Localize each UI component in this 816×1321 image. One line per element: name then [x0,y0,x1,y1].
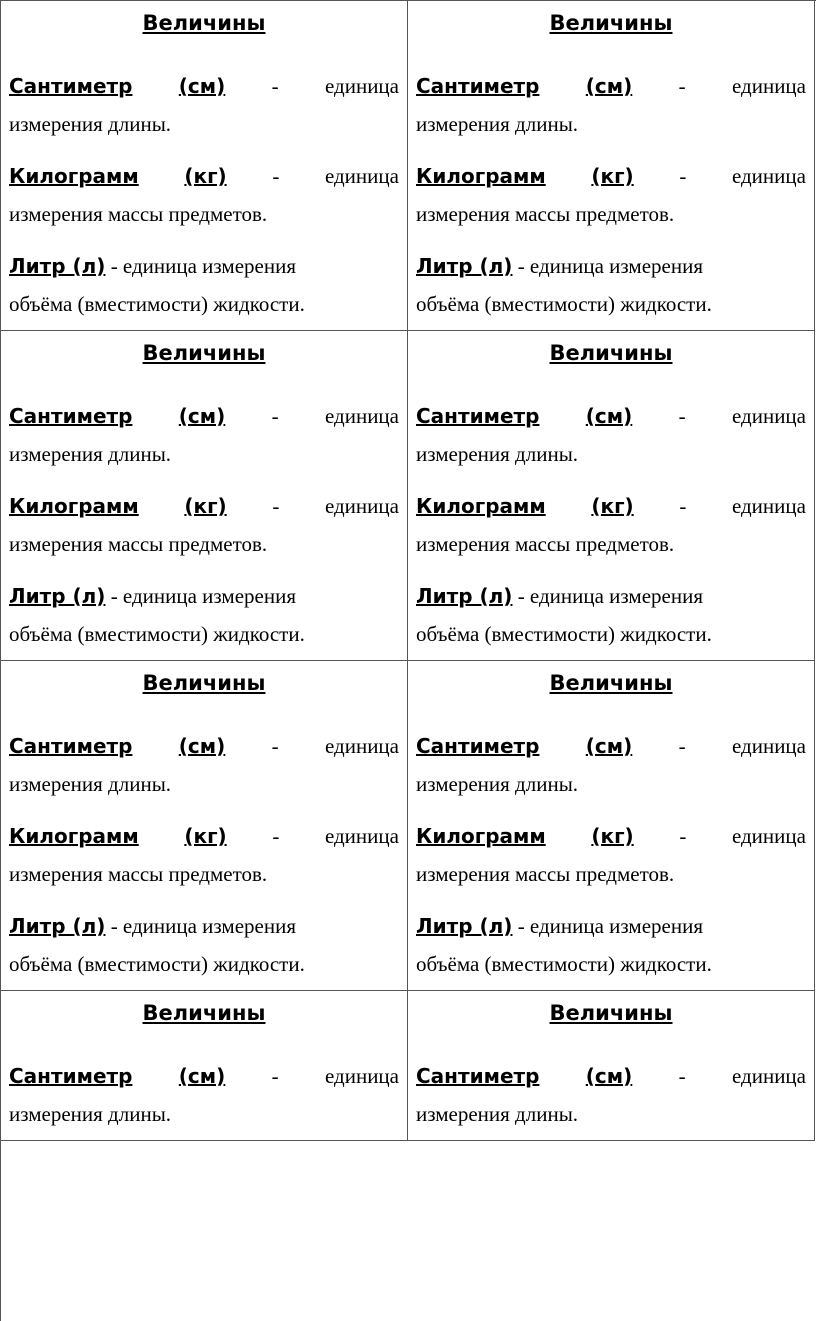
card-title: Величины [142,11,266,35]
definition-centimeter: Сантиметр (см) - единица измерения длины. [9,397,399,473]
card [1,331,408,661]
abbr-kilogram: (кг) [591,494,634,518]
abbr-centimeter: (см) [585,404,633,428]
abbr-centimeter: (см) [178,1064,226,1088]
term-liter: Литр (л) [9,584,106,608]
term-centimeter: Сантиметр [9,1064,133,1088]
abbr-kilogram: (кг) [591,164,634,188]
definition-centimeter: Сантиметр (см) - единица измерения длины. [9,727,399,803]
card-title: Величины [142,1001,266,1025]
definition-kilogram: Килограмм (кг) - единица измерения массы предметов. [9,487,399,563]
abbr-centimeter: (см) [178,404,226,428]
term-centimeter: Сантиметр [416,404,540,428]
term-kilogram: Килограмм [9,824,139,848]
definition-centimeter: Сантиметр (см) - единица измерения длины. [9,67,399,143]
definition-liter: Литр (л) - единица измерения объёма (вместимости) жидкости. [9,914,305,976]
term-kilogram: Килограмм [9,164,139,188]
abbr-kilogram: (кг) [184,824,227,848]
term-liter: Литр (л) [9,254,106,278]
term-liter: Литр (л) [416,254,513,278]
abbr-kilogram: (кг) [184,164,227,188]
definition-liter: Литр (л) - единица измерения объёма (вместимости) жидкости. [416,584,712,646]
abbr-centimeter: (см) [178,734,226,758]
card [408,1,815,331]
definition-liter: Литр (л) - единица измерения объёма (вместимости) жидкости. [416,914,712,976]
term-kilogram: Килограмм [416,824,546,848]
abbr-kilogram: (кг) [184,494,227,518]
term-centimeter: Сантиметр [416,1064,540,1088]
abbr-centimeter: (см) [585,1064,633,1088]
definition-kilogram: Килограмм (кг) - единица измерения массы предметов. [9,817,399,893]
card-title: Величины [142,671,266,695]
definition-centimeter: Сантиметр (см) - единица измерения длины. [416,397,806,473]
card-title: Величины [549,341,673,365]
definition-kilogram: Килограмм (кг) - единица измерения массы предметов. [416,487,806,563]
card-title: Величины [549,11,673,35]
definition-centimeter: Сантиметр (см) - единица измерения длины. [416,727,806,803]
definition-centimeter: Сантиметр (см) - единица измерения длины. [9,1057,399,1133]
definition-liter: Литр (л) - единица измерения объёма (вместимости) жидкости. [9,584,305,646]
card-title: Величины [549,671,673,695]
card-title: Величины [142,341,266,365]
abbr-centimeter: (см) [585,734,633,758]
card [408,661,815,991]
term-kilogram: Килограмм [9,494,139,518]
card [1,991,408,1141]
card [1,1,408,331]
card [408,991,815,1141]
term-kilogram: Килограмм [416,164,546,188]
term-centimeter: Сантиметр [416,734,540,758]
definition-kilogram: Килограмм (кг) - единица измерения массы предметов. [416,817,806,893]
term-liter: Литр (л) [9,914,106,938]
definition-kilogram: Килограмм (кг) - единица измерения массы предметов. [416,157,806,233]
definition-centimeter: Сантиметр (см) - единица измерения длины. [416,67,806,143]
definition-liter: Литр (л) - единица измерения объёма (вместимости) жидкости. [9,254,305,316]
term-kilogram: Килограмм [416,494,546,518]
abbr-centimeter: (см) [178,74,226,98]
definition-centimeter: Сантиметр (см) - единица измерения длины. [416,1057,806,1133]
card [1,661,408,991]
card-title: Величины [549,1001,673,1025]
term-centimeter: Сантиметр [9,74,133,98]
term-centimeter: Сантиметр [416,74,540,98]
abbr-kilogram: (кг) [591,824,634,848]
definition-liter: Литр (л) - единица измерения объёма (вместимости) жидкости. [416,254,712,316]
term-centimeter: Сантиметр [9,404,133,428]
card [408,331,815,661]
term-liter: Литр (л) [416,914,513,938]
abbr-centimeter: (см) [585,74,633,98]
definition-kilogram: Килограмм (кг) - единица измерения массы предметов. [9,157,399,233]
term-centimeter: Сантиметр [9,734,133,758]
term-liter: Литр (л) [416,584,513,608]
